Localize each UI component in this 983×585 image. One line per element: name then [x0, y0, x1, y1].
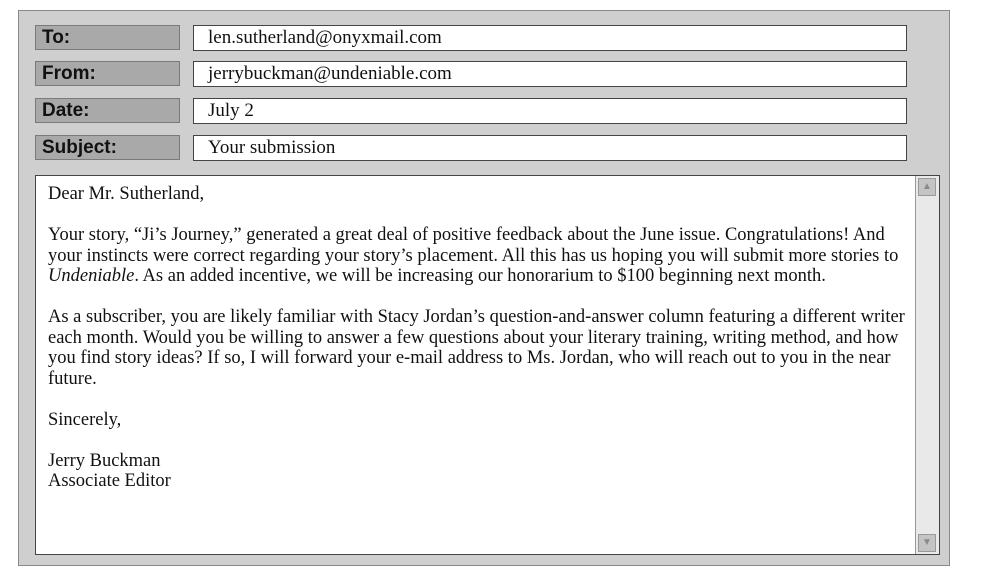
from-label: From: [35, 61, 180, 86]
scroll-down-icon[interactable]: ▼ [918, 534, 936, 552]
sender-title: Associate Editor [48, 471, 171, 491]
message-body[interactable] [35, 175, 940, 555]
to-field[interactable]: len.sutherland@onyxmail.com [193, 25, 907, 51]
sender-name: Jerry Buckman [48, 450, 161, 471]
scrollbar[interactable] [915, 176, 939, 554]
paragraph-1 [48, 225, 910, 287]
to-label: To: [35, 25, 180, 50]
scroll-up-icon[interactable]: ▲ [918, 178, 936, 196]
from-field[interactable]: jerrybuckman@undeniable.com [193, 61, 907, 87]
date-label: Date: [35, 98, 180, 123]
message-text [48, 184, 910, 492]
paragraph-2: As a subscriber, you are likely familiar with Stacy Jordan’s question-and-answer column featuring a different writer each month. Would you be willing to answer a few questions about your literary training, writing method, and how you find story ideas? If so, I will forward your e-mail address to Ms. Jordan, who will reach out to you in the near future. [48, 307, 905, 389]
email-window [18, 10, 950, 566]
subject-label: Subject: [35, 135, 180, 160]
closing: Sincerely, [48, 409, 122, 430]
greeting: Dear Mr. Sutherland, [48, 184, 205, 204]
subject-field[interactable]: Your submission [193, 135, 907, 161]
magazine-title: Undeniable [48, 266, 135, 286]
paragraph-1-start: Your story, “Ji’s Journey,” generated a great deal of positive feedback about the June issue. Congratulations! And your instincts were correct regarding your story’s placement. All this has us hoping you will submit more stories to [48, 225, 899, 266]
paragraph-1-end: . As an added incentive, we will be increasing our honorarium to $100 beginning next month. [134, 266, 826, 286]
date-field[interactable]: July 2 [193, 98, 907, 124]
